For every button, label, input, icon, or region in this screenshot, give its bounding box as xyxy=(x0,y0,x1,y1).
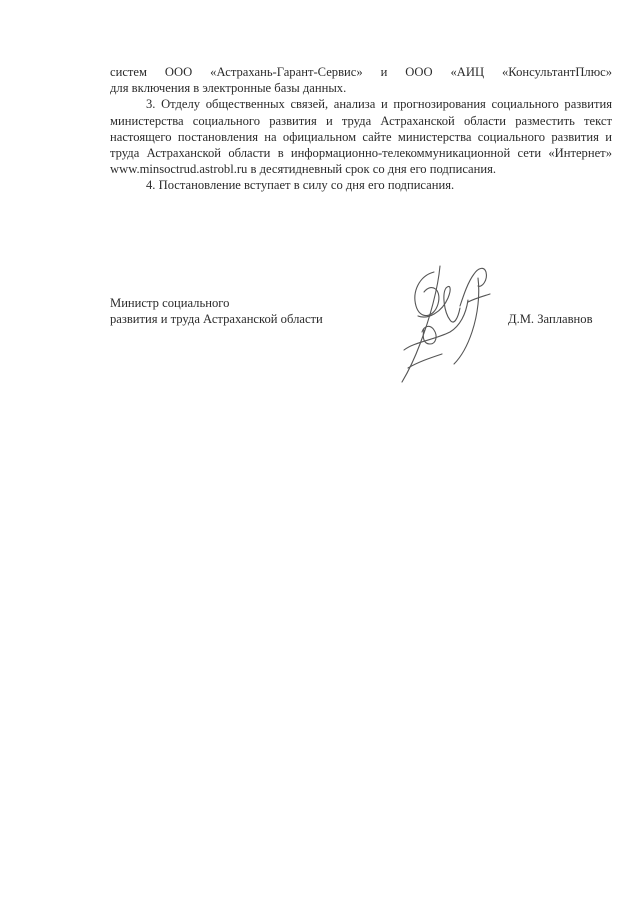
signatory-title xyxy=(110,295,323,327)
paragraph-2-end: для включения в электронные базы данных. xyxy=(110,81,347,96)
signatory-name: Д.М. Заплавнов xyxy=(508,312,593,326)
handwritten-signature xyxy=(394,258,504,388)
signatory-title-line-1: Министр социального xyxy=(110,296,230,310)
signatory-title-line-2: развития и труда Астраханской области xyxy=(110,312,323,326)
paragraph-3: 3. Отделу общественных связей, анализа и прогнозирования социального развития министерства социального развития и труда Астраханской области разместить текст настоящего постановления на официальном сайте министерства социального развития и труда Астраханской области в информационно-телекоммуникационной сети «Интернет» www.minsoctrud.astrobl.ru в десятидневный срок со дня его подписания. xyxy=(110,97,612,177)
paragraph-2-continuation: систем ООО «Астрахань-Гарант-Сервис» и ООО «АИЦ «КонсультантПлюс» xyxy=(110,65,612,79)
paragraph-4: 4. Постановление вступает в силу со дня его подписания. xyxy=(146,178,455,193)
document-body xyxy=(110,64,612,194)
